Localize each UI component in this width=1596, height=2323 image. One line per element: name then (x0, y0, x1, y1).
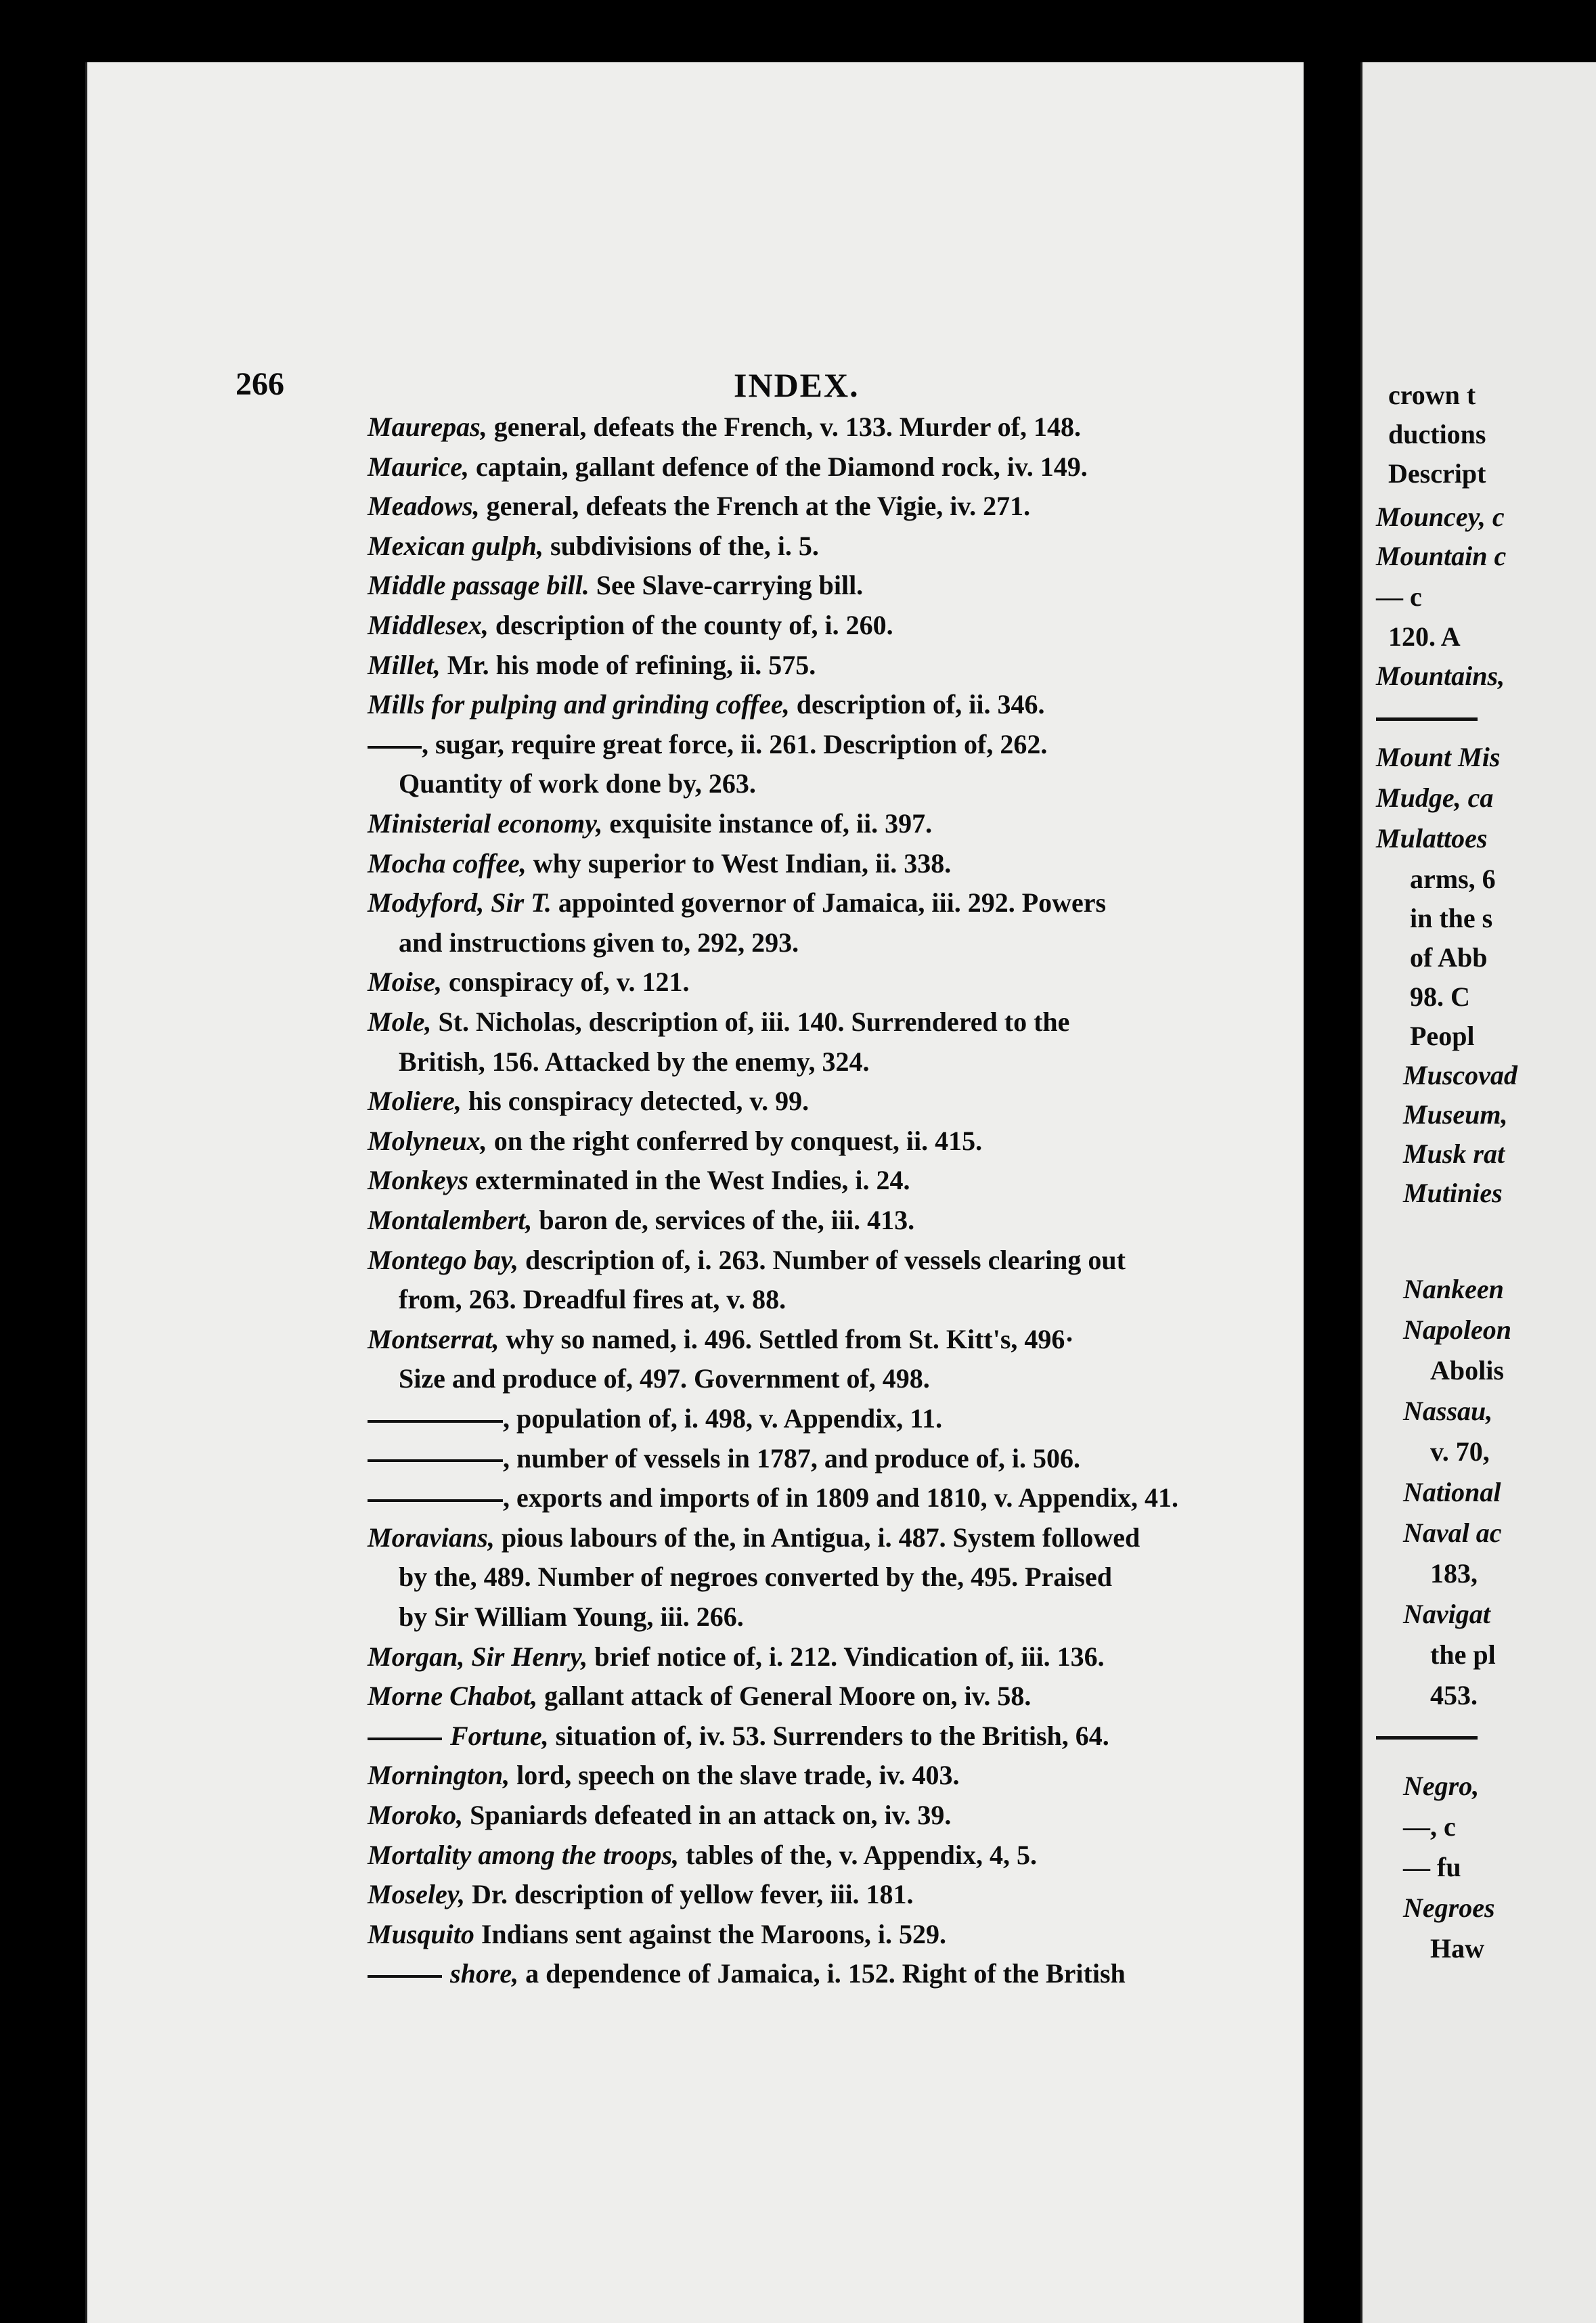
index-entry (368, 1478, 1315, 1518)
entry-text: Mr. his mode of refining, ii. 575. (440, 649, 816, 680)
facing-page-line: Muscovad (1403, 1060, 1517, 1090)
entry-heading: Mocha coffee, (368, 847, 527, 879)
facing-page-rule (1376, 717, 1478, 721)
entry-heading: Montalembert, (368, 1205, 533, 1235)
facing-page-line: Haw (1430, 1933, 1484, 1964)
left-page (85, 62, 1306, 2323)
facing-page-line: crown t (1388, 380, 1476, 410)
entry-text: lord, speech on the slave trade, iv. 403. (510, 1760, 960, 1791)
index-entry (368, 1717, 1315, 1756)
index-entry (399, 1042, 1346, 1082)
entry-text: description of, ii. 346. (789, 689, 1045, 720)
facing-page-line: 453. (1430, 1680, 1478, 1710)
index-entry (368, 685, 1315, 724)
entry-text: general, defeats the French at the Vigie, iv. 271. (479, 491, 1031, 522)
entry-text: by the, 489. Number of negroes converted by the, 495. Praised (399, 1562, 1112, 1593)
facing-page-line: — fu (1403, 1852, 1461, 1882)
entry-heading: Mexican gulph, (368, 530, 544, 561)
entry-heading: Moseley, (368, 1879, 466, 1910)
index-entry (368, 1439, 1315, 1478)
facing-page-line: Nassau, (1403, 1396, 1493, 1426)
index-entry (368, 1677, 1315, 1716)
index-entry (368, 804, 1315, 843)
index-entry (368, 1518, 1315, 1557)
entry-heading: Millet, (368, 649, 441, 680)
facing-page-line: Nankeen (1403, 1274, 1504, 1304)
entry-heading: Mole, (368, 1006, 432, 1037)
entry-text: , number of vessels in 1787, and produce of, i. 506. (503, 1442, 1081, 1474)
facing-page-line: in the s (1410, 903, 1493, 933)
facing-page-line: v. 70, (1430, 1436, 1490, 1467)
index-entry (368, 1875, 1315, 1914)
facing-page-line: Mouncey, c (1376, 502, 1505, 532)
index-entry (368, 883, 1315, 923)
index-entry (368, 1082, 1315, 1121)
ditto-dash (368, 1420, 503, 1423)
index-entry (368, 1756, 1315, 1795)
index-entry (368, 646, 1315, 685)
entry-heading: Moliere, (368, 1086, 462, 1117)
index-entry (368, 566, 1315, 605)
index-entry (368, 1122, 1315, 1161)
entry-text: Quantity of work done by, 263. (399, 768, 756, 799)
facing-page-rule (1376, 1736, 1478, 1740)
entry-heading: Meadows, (368, 491, 480, 522)
facing-page-line: Negro, (1403, 1771, 1480, 1801)
entry-text: British, 156. Attacked by the enemy, 324. (399, 1046, 870, 1077)
entry-text: on the right conferred by conquest, ii. 415. (487, 1125, 983, 1156)
entry-text: Spaniards defeated in an attack on, iv. 39. (463, 1800, 952, 1830)
facing-page-line: National (1403, 1477, 1501, 1507)
facing-page-line: Navigat (1403, 1599, 1490, 1629)
index-entry (368, 1637, 1315, 1677)
page-header (87, 366, 1306, 413)
entry-heading: Mortality among the troops, (368, 1839, 680, 1870)
entry-heading: Montserrat, (368, 1323, 500, 1354)
index-entry (399, 1280, 1346, 1319)
ditto-dash (368, 1459, 503, 1462)
entry-text: tables of the, v. Appendix, 4, 5. (679, 1839, 1038, 1870)
entry-heading: Monkeys (368, 1165, 468, 1196)
facing-page-line: —, c (1403, 1811, 1456, 1842)
index-entry (368, 1399, 1315, 1438)
facing-page-line: 120. A (1388, 621, 1461, 652)
entry-heading: Maurepas, (368, 412, 487, 442)
entry-heading: Musquito (368, 1918, 474, 1949)
index-entry (368, 606, 1315, 645)
entry-heading: Middlesex, (368, 610, 489, 640)
entry-text: , sugar, require great force, ii. 261. Description of, 262. (422, 728, 1048, 759)
facing-page-line: Mudge, ca (1376, 782, 1494, 813)
facing-page-line: Musk rat (1403, 1138, 1505, 1169)
index-entry (368, 1241, 1315, 1280)
entry-text: description of, i. 263. Number of vessels clearing out (518, 1244, 1126, 1275)
entry-text: , exports and imports of in 1809 and 1810, v. Appendix, 41. (503, 1482, 1178, 1513)
entry-text: See Slave-carrying bill. (589, 570, 864, 601)
facing-page-line: Napoleon (1403, 1314, 1511, 1345)
index-entry (399, 764, 1346, 803)
facing-page-line: ductions (1388, 419, 1486, 449)
facing-page-line: Naval ac (1403, 1518, 1502, 1548)
entry-text: Indians sent against the Maroons, i. 529. (474, 1918, 947, 1949)
entry-text: his conspiracy detected, v. 99. (461, 1086, 810, 1117)
index-entry (368, 1915, 1315, 1954)
index-entry (368, 1320, 1315, 1359)
index-entry (368, 447, 1315, 487)
entry-text: by Sir William Young, iii. 266. (399, 1601, 744, 1632)
entry-heading: Ministerial economy, (368, 808, 603, 839)
index-entry (368, 1002, 1315, 1042)
index-entry (368, 963, 1315, 1002)
entry-heading: Mornington, (368, 1760, 510, 1791)
facing-page-line: arms, 6 (1410, 864, 1496, 894)
entry-text: Size and produce of, 497. Government of, 498. (399, 1363, 930, 1394)
entry-text: exquisite instance of, ii. 397. (602, 808, 933, 839)
facing-page-line: Abolis (1430, 1355, 1504, 1386)
entry-heading: Molyneux, (368, 1125, 487, 1156)
index-entry (368, 407, 1315, 447)
entry-text: a dependence of Jamaica, i. 152. Right of the British (518, 1958, 1126, 1989)
entry-text: and instructions given to, 292, 293. (399, 927, 799, 958)
entry-heading: Morgan, Sir Henry, (368, 1641, 588, 1672)
entry-heading: Middle passage bill. (368, 570, 590, 601)
entry-text: why so named, i. 496. Settled from St. Kitt's, 496· (499, 1323, 1074, 1354)
gutter (1304, 62, 1360, 2323)
entry-text: description of the county of, i. 260. (488, 610, 893, 640)
entry-text: Dr. description of yellow fever, iii. 181. (465, 1879, 914, 1910)
ditto-dash (368, 1738, 442, 1740)
index-entry (399, 1359, 1346, 1398)
facing-page-line: — c (1376, 581, 1422, 612)
entry-text: baron de, services of the, iii. 413. (532, 1205, 915, 1235)
index-entry (368, 527, 1315, 566)
entry-text: why superior to West Indian, ii. 338. (526, 847, 952, 879)
index-entry (368, 1954, 1315, 1993)
page-number: 266 (236, 366, 284, 402)
facing-page-line: Descript (1388, 458, 1486, 489)
index-entry (368, 1796, 1315, 1835)
entry-heading: Maurice, (368, 451, 469, 482)
entry-text: gallant attack of General Moore on, iv. 58. (537, 1681, 1032, 1712)
index-entry (368, 1201, 1315, 1240)
facing-page-line: Museum, (1403, 1099, 1508, 1130)
facing-page-line: of Abb (1410, 942, 1488, 973)
entry-heading: Montego bay, (368, 1244, 518, 1275)
index-entry (368, 844, 1315, 883)
ditto-dash (368, 1975, 442, 1978)
entry-heading: Moravians, (368, 1522, 495, 1553)
facing-page-line: Mulattoes (1376, 823, 1488, 854)
facing-page-line: Mount Mis (1376, 742, 1501, 772)
index-entry (368, 725, 1315, 764)
facing-page-line: Peopl (1410, 1021, 1475, 1051)
entry-text: exterminated in the West Indies, i. 24. (468, 1165, 910, 1196)
entry-text: appointed governor of Jamaica, iii. 292. Powers (551, 887, 1107, 919)
facing-page-line: Mountain c (1376, 541, 1507, 571)
facing-page-line: Negroes (1403, 1893, 1495, 1923)
index-entry (368, 1161, 1315, 1200)
index-entry (368, 487, 1315, 526)
entry-subheading: Fortune, (450, 1720, 549, 1751)
entry-heading: Mills for pulping and grinding coffee, (368, 689, 790, 720)
facing-page-line: Mutinies (1403, 1178, 1503, 1208)
entry-heading: Morne Chabot, (368, 1681, 538, 1712)
ditto-dash (368, 746, 422, 749)
facing-page-line: 98. C (1410, 981, 1470, 1012)
facing-page (1360, 62, 1596, 2323)
entry-text: from, 263. Dreadful fires at, v. 88. (399, 1284, 786, 1315)
entry-text: , population of, i. 498, v. Appendix, 11. (503, 1403, 943, 1434)
entry-text: general, defeats the French, v. 133. Murder of, 148. (487, 412, 1081, 442)
entry-subheading: shore, (450, 1958, 519, 1989)
facing-page-line: 183, (1430, 1558, 1478, 1589)
entry-text: St. Nicholas, description of, iii. 140. Surrendered to the (431, 1006, 1070, 1037)
facing-page-line: the pl (1430, 1639, 1496, 1670)
entry-text: conspiracy of, v. 121. (442, 967, 690, 998)
running-head: INDEX. (734, 366, 860, 404)
index-entry (399, 1597, 1346, 1637)
index-entry (399, 1557, 1346, 1597)
entry-heading: Moise, (368, 967, 442, 998)
ditto-dash (368, 1499, 503, 1502)
entry-text: brief notice of, i. 212. Vindication of, iii. 136. (588, 1641, 1105, 1672)
entry-text: situation of, iv. 53. Surrenders to the British, 64. (548, 1720, 1109, 1751)
entry-text: subdivisions of the, i. 5. (544, 530, 819, 561)
entry-text: captain, gallant defence of the Diamond rock, iv. 149. (469, 451, 1088, 482)
entry-text: pious labours of the, in Antigua, i. 487. System followed (494, 1522, 1140, 1553)
entry-heading: Moroko, (368, 1800, 464, 1830)
index-entry (399, 923, 1346, 963)
facing-page-line: Mountains, (1376, 661, 1505, 691)
index-entry (368, 1836, 1315, 1875)
entry-heading: Modyford, Sir T. (368, 887, 552, 919)
